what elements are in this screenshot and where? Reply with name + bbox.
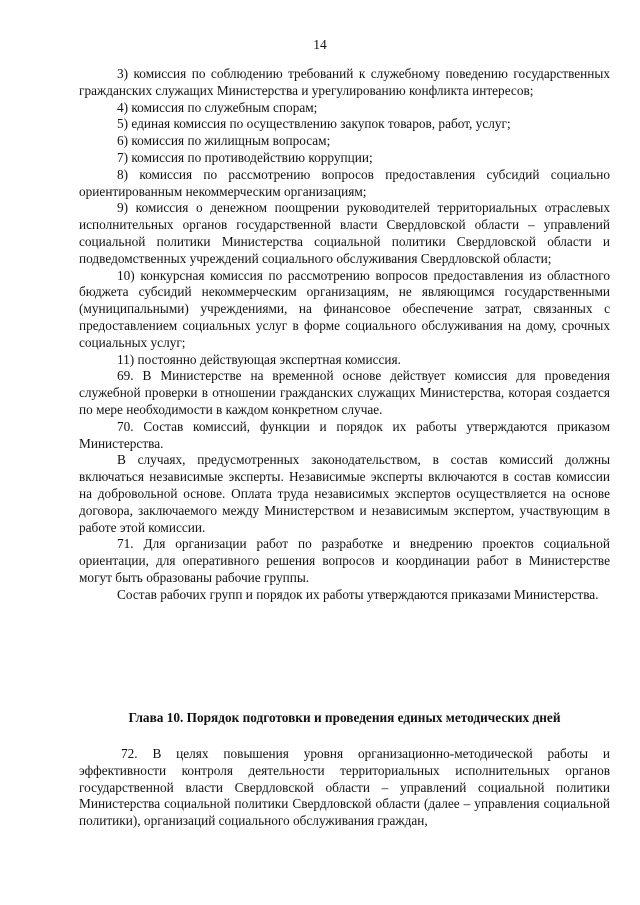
paragraph: 5) единая комиссия по осуществлению закупок товаров, работ, услуг; bbox=[117, 116, 511, 132]
paragraph: В случаях, предусмотренных законодательством, в состав комиссий должны включаться независимые эксперты. Независимые эксперты включаются в состав комиссии на добровольной основе. Оплата труда независимых экспертов осуществляется на основе договора, заключаемого между Министерством и независимым экспертом, участвующим в работе этой комиссии. bbox=[79, 452, 610, 535]
paragraph: 6) комиссия по жилищным вопросам; bbox=[117, 133, 331, 149]
paragraph: 72. В целях повышения уровня организационно-методической работы и эффективности контроля деятельности территориальных исполнительных органов государственной власти Свердловской области – управлений социальной политики Министерства социальной политики Свердловской области (далее – управления социальной политики), организаций социального обслуживания граждан, bbox=[79, 746, 610, 829]
page-number: 14 bbox=[313, 37, 327, 52]
paragraph: 69. В Министерстве на временной основе действует комиссия для проведения служебной проверки в отношении гражданских служащих Министерства, которая создается по мере необходимости в каждом конкретном случае. bbox=[79, 368, 610, 417]
paragraph: 10) конкурсная комиссия по рассмотрению вопросов предоставления из областного бюджета субсидий некоммерческим организациям, не являющимся государственными (муниципальными) учреждениями, на финансовое обеспечение затрат, связанных с предоставлением социальных услуг в форме социального обслуживания на дому, срочных социальных услуг; bbox=[79, 267, 610, 350]
chapter-body bbox=[79, 746, 610, 830]
paragraph: 11) постоянно действующая экспертная комиссия. bbox=[117, 351, 401, 367]
paragraph: 4) комиссия по служебным спорам; bbox=[117, 99, 318, 115]
paragraph: 9) комиссия о денежном поощрении руководителей территориальных отраслевых исполнительных органов государственной власти Свердловской области – управлений социальной политики Министерства социальной политики Свердловской области и подведомственных учреждений социального обслуживания Свердловской области; bbox=[79, 200, 610, 266]
paragraph: Состав рабочих групп и порядок их работы утверждаются приказами Министерства. bbox=[117, 586, 599, 602]
paragraph: 70. Состав комиссий, функции и порядок их работы утверждаются приказом Министерства. bbox=[79, 418, 610, 451]
chapter-heading: Глава 10. Порядок подготовки и проведения единых методических дней bbox=[128, 710, 561, 725]
paragraph: 8) комиссия по рассмотрению вопросов предоставления субсидий социально ориентированным некоммерческим организациям; bbox=[79, 166, 610, 199]
paragraph: 3) комиссия по соблюдению требований к служебному поведению государственных гражданских служащих Министерства и урегулированию конфликта интересов; bbox=[79, 66, 610, 98]
paragraph: 71. Для организации работ по разработке и внедрению проектов социальной ориентации, для оперативного решения вопросов и координации работ в Министерстве могут быть образованы рабочие группы. bbox=[79, 536, 610, 585]
paragraph: 7) комиссия по противодействию коррупции; bbox=[117, 149, 373, 165]
body-text bbox=[79, 66, 610, 604]
